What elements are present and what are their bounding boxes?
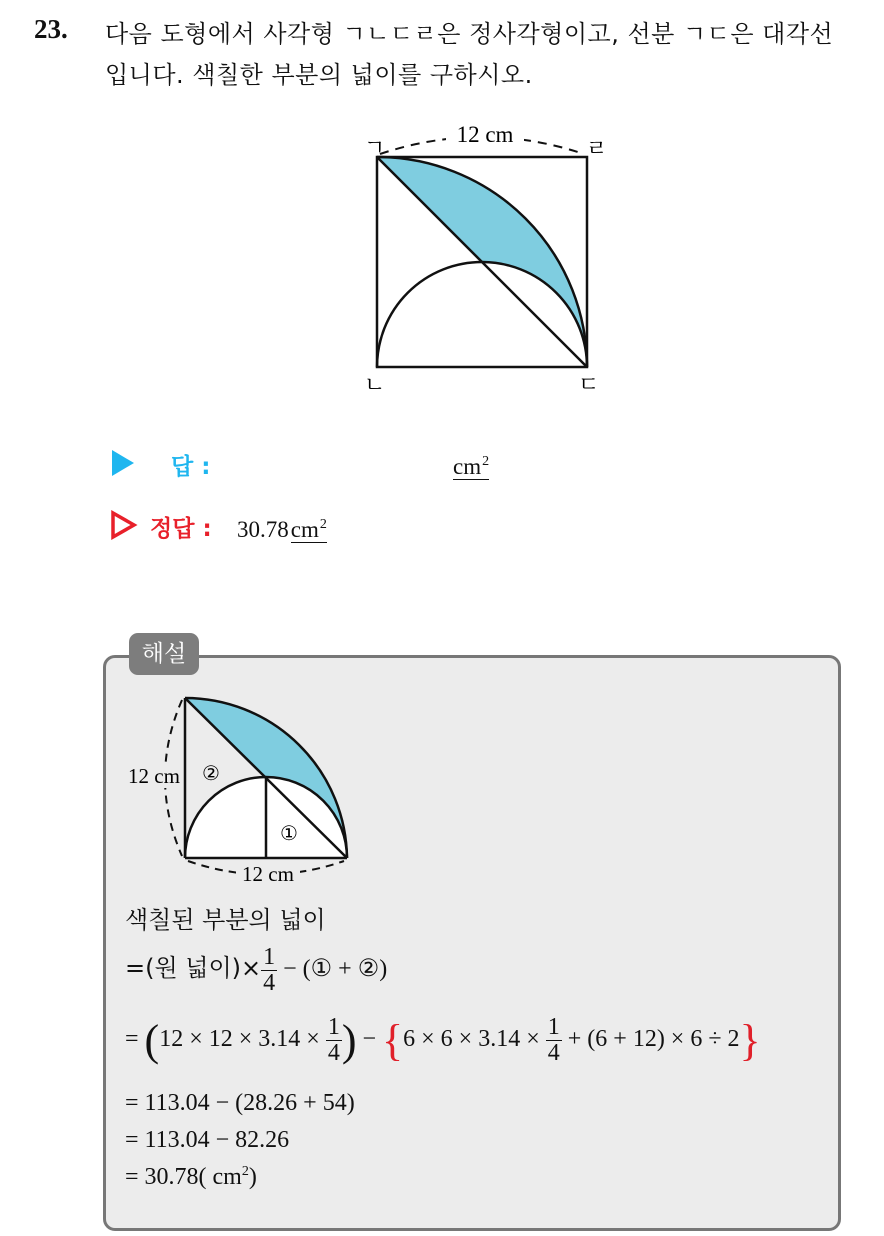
- explanation-figure: [118, 688, 358, 888]
- explanation-step-5: = 30.78( $cm^2$): [125, 1164, 257, 1190]
- square-figure: [350, 110, 620, 400]
- explanation-bottom-label: 12 cm: [242, 862, 294, 886]
- correct-answer-label: 정답 :: [150, 516, 212, 542]
- correct-answer-value: $30.78cm^2$: [237, 513, 327, 543]
- vertex-label-b: ㄴ: [364, 373, 386, 398]
- region-1-label: ①: [280, 821, 298, 845]
- question-text-line2: 입니다. 색칠한 부분의 넓이를 구하시오.: [105, 61, 533, 89]
- vertex-label-d: ㄹ: [586, 137, 608, 162]
- vertex-label-c: ㄷ: [578, 373, 600, 398]
- correct-arrow-icon: [110, 510, 138, 540]
- explanation-step-4: = 113.04 − 82.26: [125, 1127, 290, 1153]
- region-2-label: ②: [202, 761, 220, 785]
- vertex-label-a: ㄱ: [364, 136, 386, 161]
- explanation-tag: 해설: [129, 633, 199, 675]
- answer-unit: $cm^2$: [453, 450, 489, 480]
- question-number: 23.: [34, 14, 68, 44]
- answer-arrow-icon: [112, 450, 134, 476]
- answer-label: 답 :: [171, 454, 211, 480]
- explanation-step-3: = 113.04 − (28.26 + 54): [125, 1090, 355, 1116]
- explanation-left-label: 12 cm: [128, 764, 180, 788]
- side-length-label: 12 cm: [456, 122, 514, 147]
- question-text-line1: 다음 도형에서 사각형 ㄱㄴㄷㄹ은 정사각형이고, 선분 ㄱㄷ은 대각선: [105, 20, 834, 48]
- explanation-step-2: = (12 × 12 × 3.14 × $\frac{1}{4}$ ) − {6 × 6 × 3.14 × $\frac{1}{4}$ + (6 + 12) × 6 ÷ 2}: [125, 1014, 761, 1067]
- explanation-step-1: =(원 넓이)× $\frac{1}{4}$ − (① + ②): [125, 944, 388, 997]
- explanation-title: 색칠된 부분의 넓이: [125, 906, 326, 934]
